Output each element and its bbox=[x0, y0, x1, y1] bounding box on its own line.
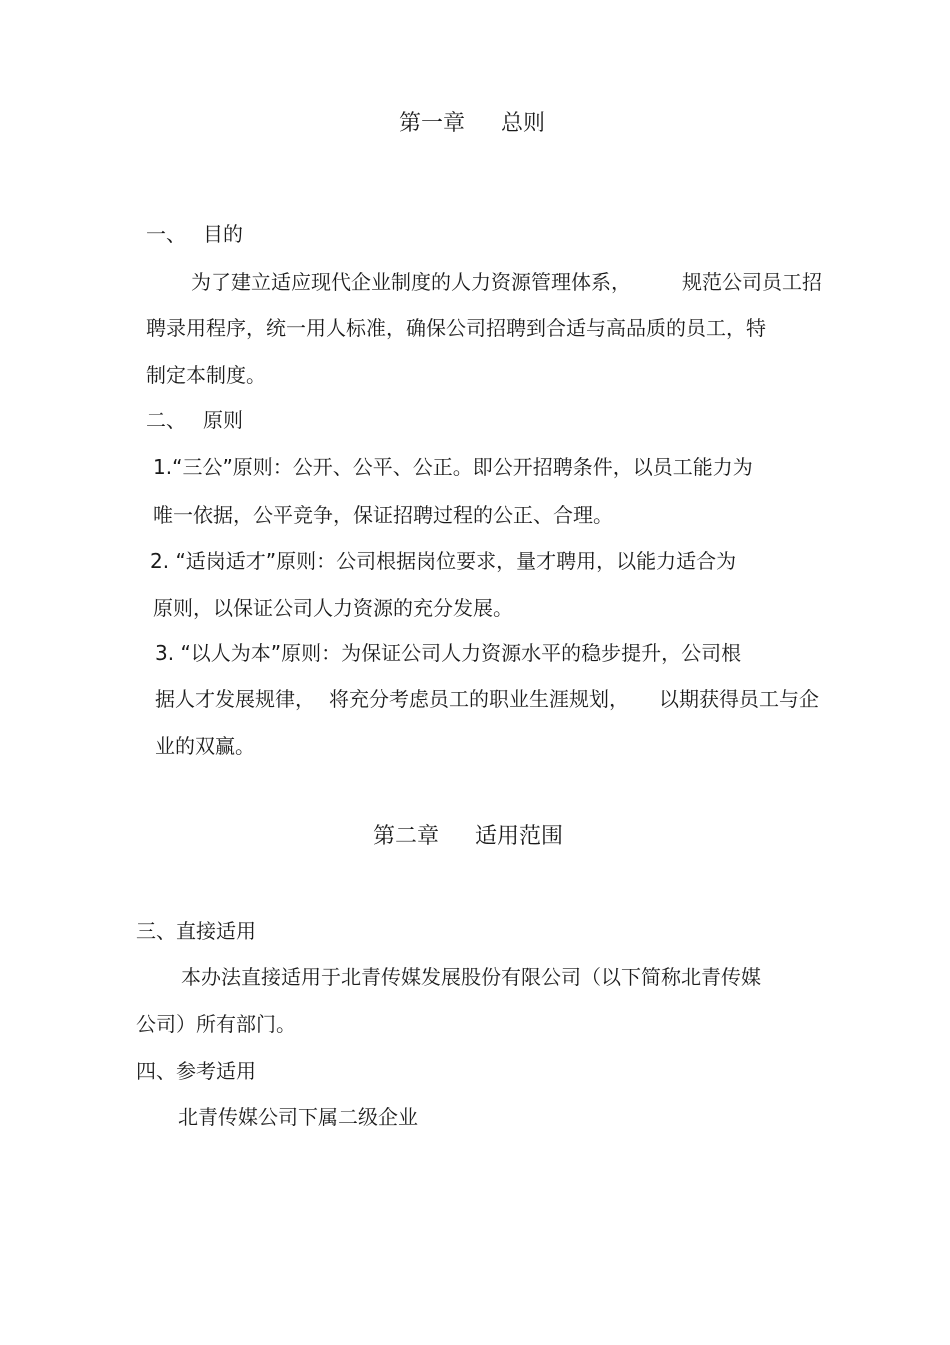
chapter1-number: 第一章 bbox=[399, 111, 466, 136]
principle3-line1: 3. “以人为本”原则：为保证公司人力资源水平的稳步提升，公司根 bbox=[155, 641, 742, 665]
chapter1-title: 总则 bbox=[501, 111, 546, 136]
purpose-line2: 聘录用程序，统一用人标准，确保公司招聘到合适与高品质的员工，特 bbox=[146, 316, 766, 340]
principle3-line3: 业的双赢。 bbox=[155, 734, 255, 758]
section3-heading: 三、直接适用 bbox=[136, 919, 256, 943]
purpose-line1a: 为了建立适应现代企业制度的人力资源管理体系， bbox=[191, 270, 631, 294]
chapter2-title: 适用范围 bbox=[475, 824, 564, 849]
direct-line1: 本办法直接适用于北青传媒发展股份有限公司（以下简称北青传媒 bbox=[181, 965, 761, 989]
chapter2-number: 第二章 bbox=[373, 824, 440, 849]
section2-number: 二、 bbox=[146, 408, 186, 432]
principle1-line2: 唯一依据，公平竞争，保证招聘过程的公正、合理。 bbox=[153, 503, 613, 527]
principle3-line2a: 据人才发展规律， bbox=[155, 687, 315, 711]
purpose-line3: 制定本制度。 bbox=[146, 363, 266, 387]
principle3-line2c: 以期获得员工与企 bbox=[659, 687, 819, 711]
principle3-line2b: 将充分考虑员工的职业生涯规划， bbox=[329, 687, 629, 711]
purpose-line1b: 规范公司员工招 bbox=[682, 270, 822, 294]
section2-title: 原则 bbox=[203, 408, 243, 432]
principle1-line1: 1.“三公”原则：公开、公平、公正。即公开招聘条件，以员工能力为 bbox=[153, 455, 753, 479]
section1-title: 目的 bbox=[203, 222, 243, 246]
reference-line: 北青传媒公司下属二级企业 bbox=[178, 1105, 418, 1129]
section4-heading: 四、参考适用 bbox=[136, 1059, 256, 1083]
section1-number: 一、 bbox=[146, 222, 186, 246]
principle2-line2: 原则，以保证公司人力资源的充分发展。 bbox=[153, 596, 513, 620]
direct-line2: 公司）所有部门。 bbox=[136, 1012, 296, 1036]
principle2-line1: 2. “适岗适才”原则：公司根据岗位要求，量才聘用，以能力适合为 bbox=[150, 549, 737, 573]
